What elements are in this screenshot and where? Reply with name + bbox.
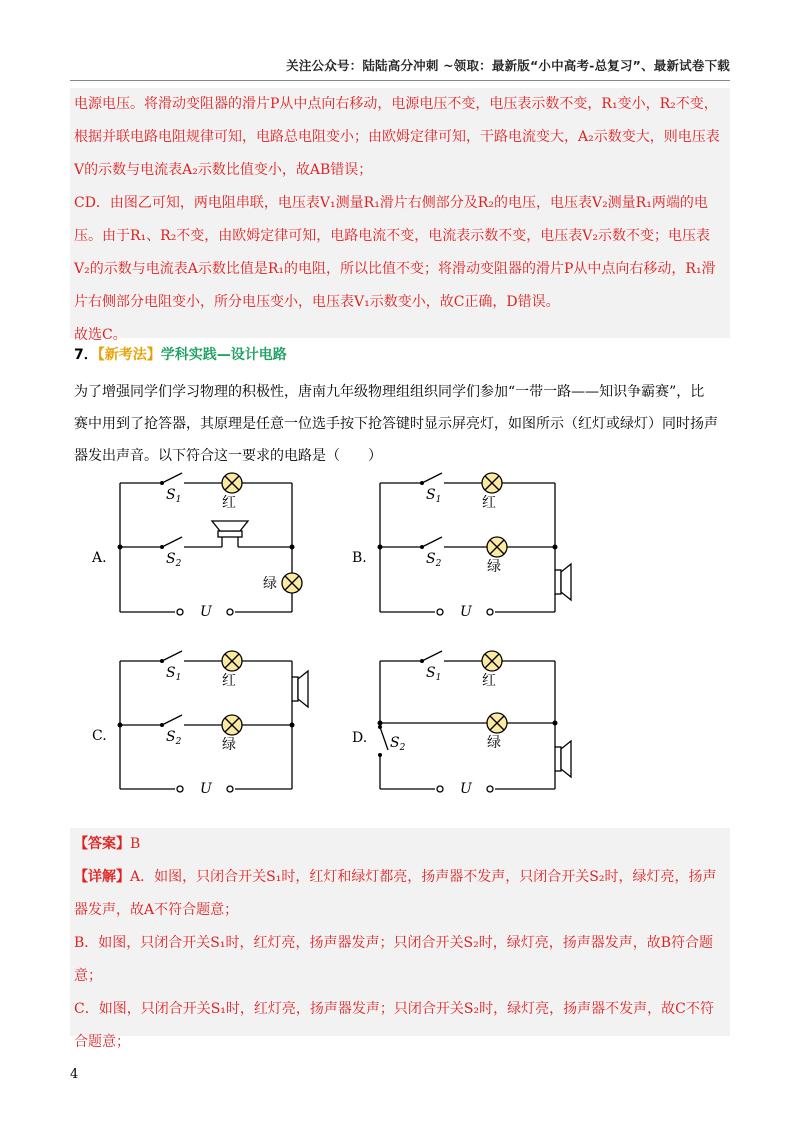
option-label-d: D. [352,730,368,746]
svg-text:红: 红 [482,495,496,511]
svg-text:U: U [460,781,472,797]
answer-line [70,828,730,861]
analysis-line: 片右侧部分电阻变小，所分电压变小，电压表V₁示数变小，故C正确，D错误。 [74,294,560,310]
analysis-line: V的示数与电流表A₂示数比值变小，故AB错误； [74,162,373,178]
voltage-label: U [200,604,212,620]
question-title [74,344,287,364]
question-line: 器发出声音。以下符合这一要求的电路是（ ） [74,448,382,464]
circuit-option-d [380,651,571,789]
svg-text:绿: 绿 [222,737,236,753]
detail-line: C．如图，只闭合开关S₁时，红灯亮，扬声器发声；只闭合开关S₂时，绿灯亮，扬声器不发声，故C不符 [74,1001,714,1017]
question-topic: 学科实践—设计电路 [160,347,287,363]
question-number: 7． [74,347,98,363]
detail-line: 【详解】A．如图，只闭合开关S₁时，红灯和绿灯都亮，扬声器不发声，只闭合开关S₂时，绿灯亮，扬声 [74,869,717,885]
svg-text:绿: 绿 [487,559,501,575]
option-label-b: B. [352,550,367,566]
svg-text:红: 红 [482,673,496,689]
answer-block [70,828,730,1050]
detail-line: 器发声，故A不符合题意； [74,902,239,918]
option-label-a: A. [92,550,107,566]
circuit-figure [70,465,670,810]
svg-text:S1: $S_1$ [166,665,182,683]
switch-label: S [166,487,176,503]
lamp-label: 红 [222,495,236,511]
header-rule [70,80,730,81]
detail-line: 合题意； [74,1034,130,1050]
svg-text:S1: $S_1$ [426,487,442,505]
question-line: 为了增强同学们学习物理的积极性，唐南九年级物理组组织同学们参加“一带一路——知识争霸赛”，比 [74,384,705,400]
analysis-block [70,88,730,343]
analysis-line: 压。由于R₁、R₂不变，由欧姆定律可知，电路电流不变，电流表示数不变，电压表V₂示数不变；电压表 [74,228,711,244]
svg-text:S2: $S_2$ [166,551,182,569]
svg-text:红: 红 [222,673,236,689]
analysis-line: V₂的示数与电流表A示数比值是R₁的电阻，所以比值不变；将滑动变阻器的滑片P从中点向右移动，R₁滑 [74,261,716,277]
analysis-line: 电源电压。将滑动变阻器的滑片P从中点向右移动，电源电压不变，电压表示数不变，R₁变小，R₂不变， [74,96,718,112]
option-label-c: C. [92,728,107,744]
svg-text:S1: $S_1$ [166,487,182,505]
answer-value: B [130,836,141,852]
svg-text:U: U [200,781,212,797]
page-header: 关注公众号：陆陆高分冲刺 ~领取：最新版“小中高考-总复习”、最新试卷下载 [286,58,730,73]
svg-text:S1: $S_1$ [426,665,442,683]
detail-line: 意； [74,968,102,984]
svg-text:S2: $S_2$ [390,735,406,753]
svg-text:S2: $S_2$ [426,551,442,569]
svg-text:绿: 绿 [487,735,501,751]
question-body [74,376,728,472]
analysis-line: 故选C。 [74,327,127,343]
page-number: 4 [70,1067,79,1082]
detail-line: B．如图，只闭合开关S₁时，红灯亮，扬声器发声；只闭合开关S₂时，绿灯亮，扬声器发声，故B符合题 [74,935,713,951]
analysis-line: CD．由图乙可知，两电阻串联，电压表V₁测量R₁滑片右侧部分及R₂的电压，电压表V₂测量R₁两端的电 [74,195,708,211]
lamp-label: 绿 [263,576,277,592]
detail-tag: 【详解】 [74,869,130,885]
question-tag: 【新考法】 [97,347,161,363]
answer-tag: 【答案】 [74,836,130,852]
switch-label: S [166,551,176,567]
svg-text:U: U [460,604,472,620]
analysis-line: 根据并联电路电阻规律可知，电路总电阻变小；由欧姆定律可知，干路电流变大，A₂示数变大，则电压表 [74,129,720,145]
svg-text:S2: $S_2$ [166,729,182,747]
circuit-option-c [120,651,308,789]
circuit-option-b [380,473,571,612]
question-line: 赛中用到了抢答器，其原理是任意一位选手按下抢答键时显示屏亮灯，如图所示（红灯或绿灯）同时扬声 [74,416,718,432]
